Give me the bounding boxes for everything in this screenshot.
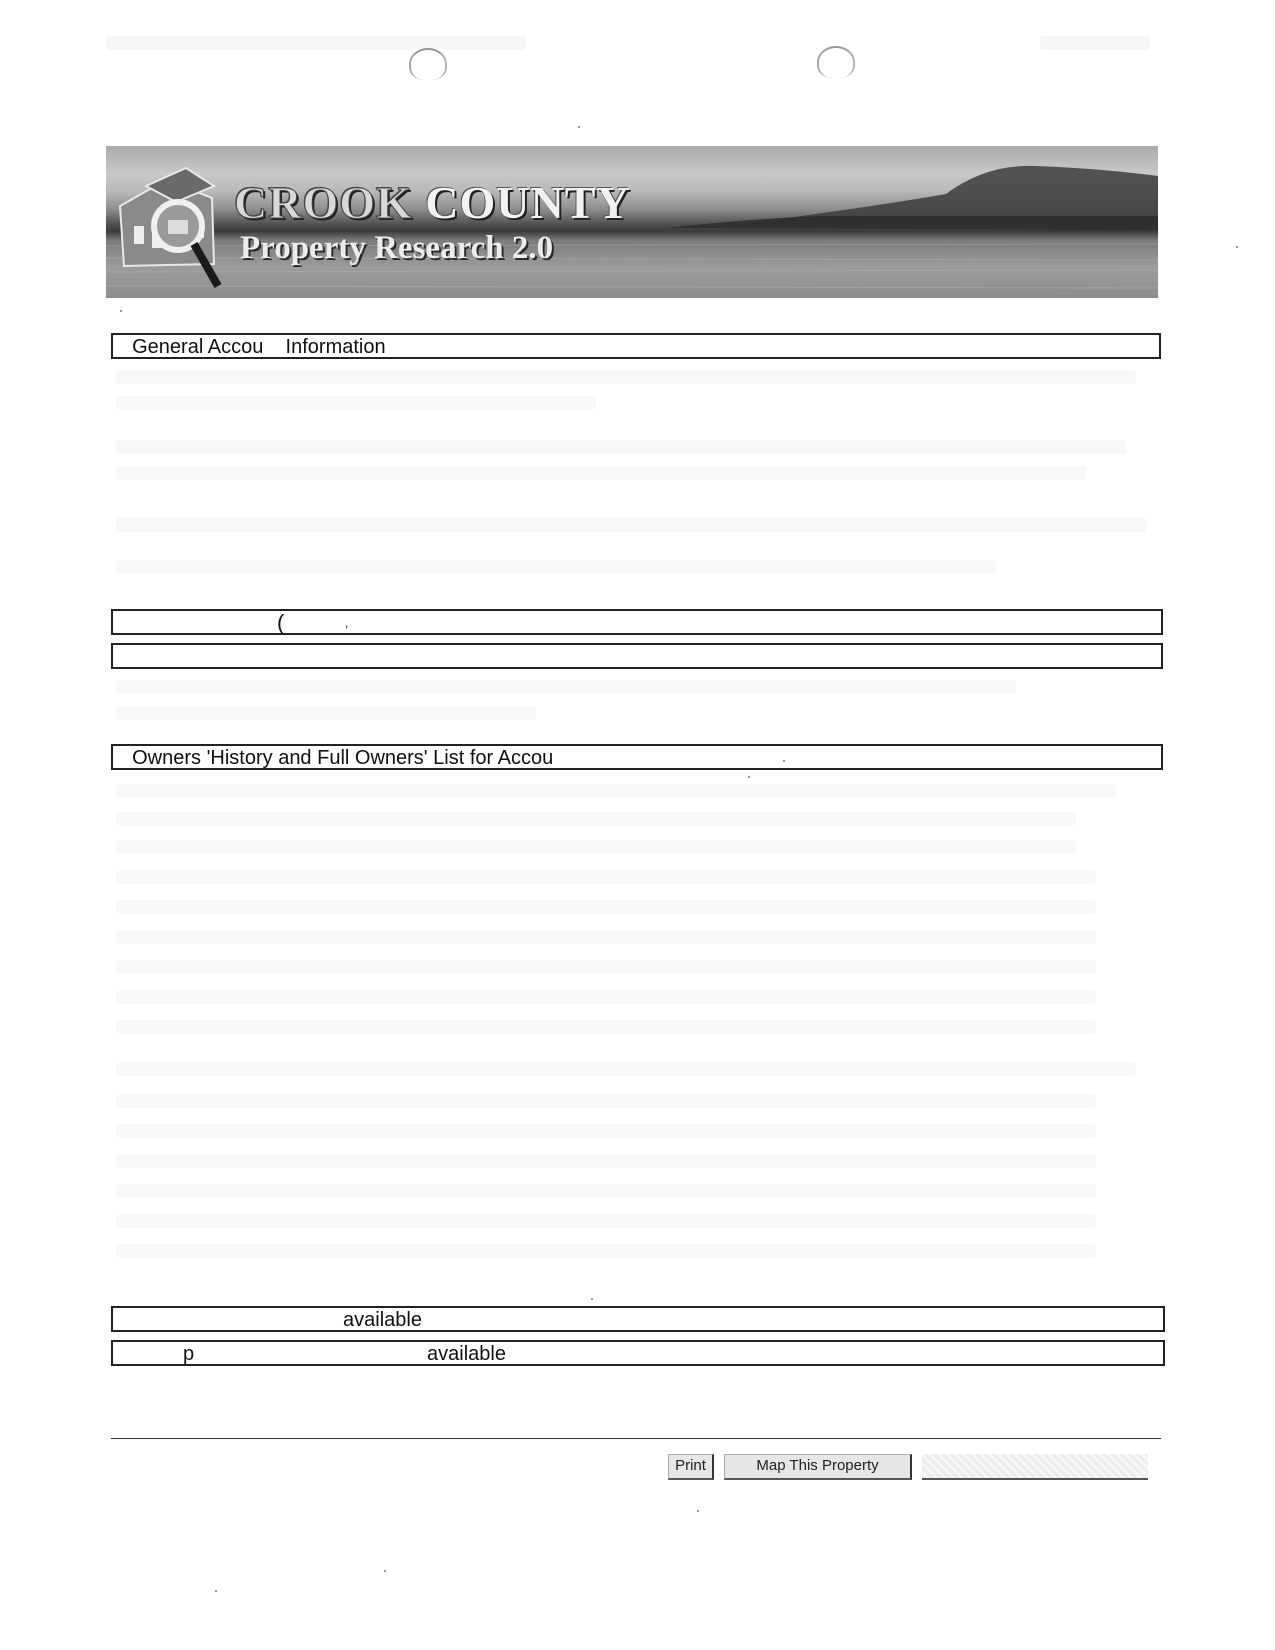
faded-table-row bbox=[116, 900, 1096, 914]
map-property-button[interactable]: Map This Property bbox=[724, 1454, 912, 1480]
section-available-2 bbox=[111, 1340, 1165, 1366]
blank-button[interactable] bbox=[922, 1454, 1148, 1480]
faded-table-row bbox=[116, 840, 1076, 854]
scan-speck bbox=[578, 126, 580, 128]
faded-content-line bbox=[116, 440, 1126, 454]
section-redacted-2 bbox=[111, 643, 1163, 669]
faded-table-row bbox=[116, 870, 1096, 884]
section-partial-text: ( bbox=[277, 610, 285, 635]
faded-table-row bbox=[116, 1154, 1096, 1168]
scan-speck bbox=[697, 1510, 699, 1512]
house-magnifier-icon bbox=[120, 168, 218, 286]
scan-speck bbox=[1236, 246, 1238, 248]
section-title: Owners 'History and Full Owners' List for Accou bbox=[132, 747, 554, 769]
scan-speck bbox=[120, 310, 122, 312]
faded-content-line bbox=[116, 680, 1016, 694]
faded-table-row bbox=[116, 784, 1116, 798]
footer-divider bbox=[111, 1438, 1161, 1439]
faded-table-row bbox=[116, 1184, 1096, 1198]
section-partial-text: p bbox=[183, 1343, 195, 1365]
faded-content-line bbox=[116, 518, 1146, 532]
scan-speck bbox=[748, 776, 750, 778]
punch-hole-right bbox=[817, 46, 855, 78]
faded-content-line bbox=[116, 466, 1086, 480]
faded-table-row bbox=[116, 960, 1096, 974]
faded-table-row bbox=[116, 990, 1096, 1004]
section-available-1 bbox=[111, 1306, 1165, 1332]
app-subtitle: Property Research 2.0 bbox=[240, 230, 554, 266]
faded-table-row bbox=[116, 1020, 1096, 1034]
faded-header-text bbox=[106, 36, 526, 50]
scan-speck bbox=[783, 760, 785, 762]
faded-table-row bbox=[116, 1244, 1096, 1258]
faded-content-line bbox=[116, 370, 1136, 384]
section-redacted-1 bbox=[111, 609, 1163, 635]
header-banner bbox=[106, 146, 1158, 298]
faded-page-number bbox=[1040, 36, 1150, 50]
scan-speck bbox=[591, 1298, 593, 1300]
faded-table-row bbox=[116, 1124, 1096, 1138]
county-title-part1: CROOK bbox=[234, 177, 413, 228]
faded-content-line bbox=[116, 706, 536, 720]
faded-table-row bbox=[116, 930, 1096, 944]
scan-speck bbox=[215, 1590, 217, 1592]
section-owners-history bbox=[111, 744, 1163, 770]
scan-speck bbox=[384, 1570, 386, 1572]
section-general-account-info bbox=[111, 333, 1161, 359]
section-partial-text: , bbox=[345, 616, 349, 630]
section-status-text: available bbox=[427, 1343, 506, 1365]
faded-table-row bbox=[116, 1214, 1096, 1228]
faded-table-row bbox=[116, 1062, 1136, 1076]
punch-hole-left bbox=[409, 48, 447, 80]
faded-content-line bbox=[116, 396, 596, 410]
county-title bbox=[234, 176, 631, 229]
county-title-part2: COUNTY bbox=[425, 177, 631, 228]
section-title: General Accou Information bbox=[132, 336, 386, 358]
faded-content-line bbox=[116, 560, 996, 574]
print-button[interactable]: Print bbox=[668, 1454, 714, 1480]
section-status-text: available bbox=[343, 1309, 422, 1331]
faded-table-row bbox=[116, 812, 1076, 826]
faded-table-row bbox=[116, 1094, 1096, 1108]
